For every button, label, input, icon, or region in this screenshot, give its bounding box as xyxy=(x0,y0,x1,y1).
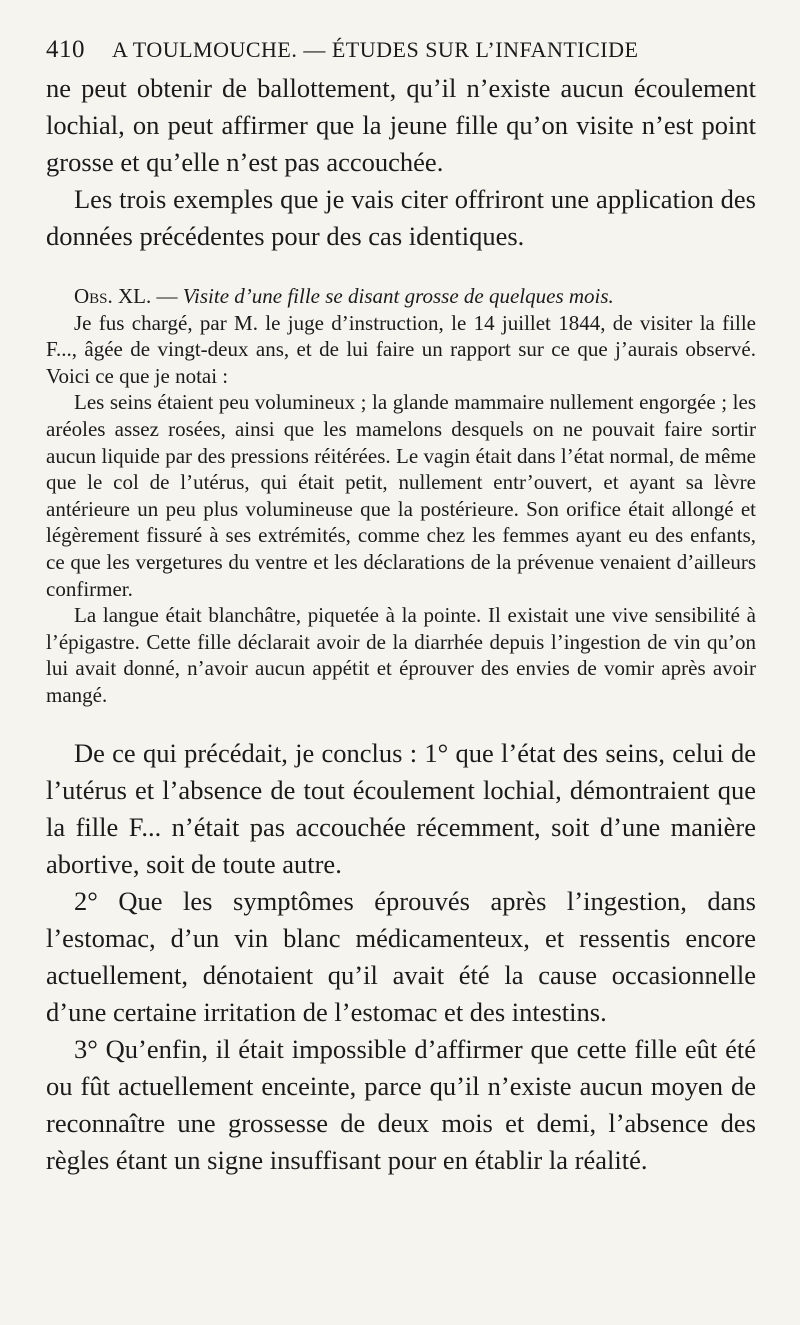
observation-paragraph: Je fus chargé, par M. le juge d’instruction, le 14 juillet 1844, de visiter la fille F..., âgée de vingt-deux ans, et de lui faire un rapport sur ce que j’aurais observé. Voici ce que je notai : xyxy=(46,310,756,388)
running-title: A TOULMOUCHE. — ÉTUDES SUR L’INFANTICIDE xyxy=(112,37,639,62)
observation-label: Obs. XL. — xyxy=(74,284,178,308)
conclusion-section xyxy=(46,735,756,1179)
conclusion-paragraph: 2° Que les symptômes éprouvés après l’ingestion, dans l’estomac, d’un vin blanc médicamenteux, et ressentis encore actuellement, dénotaient qu’il avait été la cause occasionnelle d’une certaine irritation de l’estomac et des intestins. xyxy=(46,885,756,1027)
conclusion-paragraph: 3° Qu’enfin, il était impossible d’affirmer que cette fille eût été ou fût actuellement enceinte, parce qu’il n’existe aucun moyen de reconnaître une grossesse de deux mois et demi, l’absence des règles étant un signe insuffisant pour en établir la réalité. xyxy=(46,1033,756,1175)
observation-title: Visite d’une fille se disant grosse de quelques mois. xyxy=(182,284,614,308)
conclusion-paragraph: De ce qui précédait, je conclus : 1° que l’état des seins, celui de l’utérus et l’absence de tout écoulement lochial, démontraient que la fille F... n’était pas accouchée récemment, soit d’une manière abortive, soit de toute autre. xyxy=(46,737,756,879)
intro-section xyxy=(46,70,756,255)
running-head xyxy=(46,36,756,64)
observation-paragraph: La langue était blanchâtre, piquetée à la pointe. Il existait une vive sensibilité à l’épigastre. Cette fille déclarait avoir de la diarrhée depuis l’ingestion de vin qu’on lui avait donné, n’avoir aucun appétit et éprouver des envies de vomir après avoir mangé. xyxy=(46,603,756,707)
intro-paragraph: Les trois exemples que je vais citer offriront une application des données précédentes pour des cas identiques. xyxy=(46,184,756,251)
observation-heading xyxy=(46,283,756,310)
intro-paragraph-continuation: ne peut obtenir de ballottement, qu’il n’existe aucun écoulement lochial, on peut affirmer que la jeune fille qu’on visite n’est point grosse et qu’elle n’est pas accouchée. xyxy=(46,73,756,177)
page-number: 410 xyxy=(46,36,85,63)
observation-paragraph: Les seins étaient peu volumineux ; la glande mammaire nullement engorgée ; les aréoles assez rosées, ainsi que les mamelons desquels on ne pouvait faire sortir aucun liquide par des pressions réitérées. Le vagin était dans l’état normal, de même que le col de l’utérus, qui était petit, nullement entr’ouvert, et ayant sa lèvre antérieure un peu plus volumineuse que la postérieure. Son orifice était allongé et légèrement fissuré à ses extrémités, comme chez les femmes ayant eu des enfants, ce que les vergetures du ventre et les déclarations de la prévenue venaient d’ailleurs confirmer. xyxy=(46,390,756,601)
observation-section xyxy=(46,283,756,709)
